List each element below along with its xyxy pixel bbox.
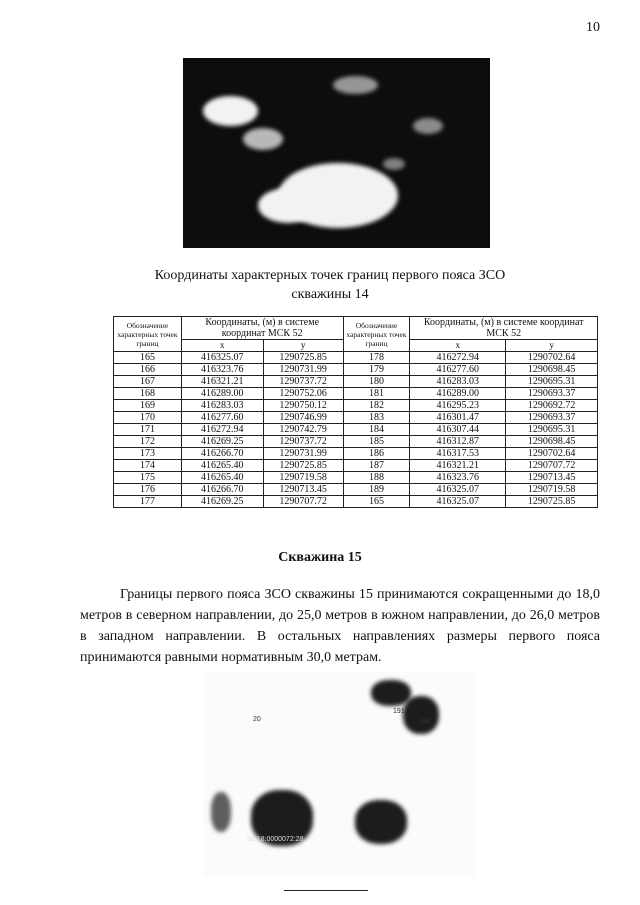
cell-x-left: 416269.25 <box>181 496 263 508</box>
cell-y-left: 1290750.12 <box>263 400 343 412</box>
caption-line-1: Координаты характерных точек границ первого пояса ЗСО <box>154 268 506 283</box>
cell-point-left: 177 <box>114 496 182 508</box>
table-caption <box>80 266 580 304</box>
satellite-photo-well-15 <box>203 672 475 876</box>
cell-point-left: 173 <box>114 448 182 460</box>
cell-y-right: 1290698.45 <box>506 436 598 448</box>
cell-y-right: 1290713.45 <box>506 472 598 484</box>
page-number: 10 <box>586 20 600 35</box>
cell-x-right: 416289.00 <box>410 388 506 400</box>
cell-point-right: 187 <box>343 460 410 472</box>
cell-point-right: 179 <box>343 364 410 376</box>
header-y-right: у <box>506 340 598 352</box>
cell-y-right: 1290719.58 <box>506 484 598 496</box>
cell-point-right: 188 <box>343 472 410 484</box>
cell-x-right: 416321.21 <box>410 460 506 472</box>
table-row <box>114 388 598 400</box>
cell-point-right: 183 <box>343 412 410 424</box>
cell-x-left: 416277.60 <box>181 412 263 424</box>
cell-x-right: 416283.03 <box>410 376 506 388</box>
cell-x-left: 416323.76 <box>181 364 263 376</box>
well-15-description: Границы первого пояса ЗСО скважины 15 принимаются сокращенными до 18,0 метров в северном направлении, до 25,0 метров в южном направлении, до 26,0 метров в западном направлении. В остальных направлениях размеры первого пояса принимаются равными нормативным 30,0 метрам. <box>80 587 600 665</box>
cell-x-left: 416289.00 <box>181 388 263 400</box>
cell-x-right: 416312.87 <box>410 436 506 448</box>
cell-y-right: 1290702.64 <box>506 448 598 460</box>
table-row <box>114 352 598 364</box>
table-row <box>114 460 598 472</box>
map-label-cadastral: 52:18:0000072:28 <box>247 836 304 843</box>
cell-point-left: 167 <box>114 376 182 388</box>
table-row <box>114 484 598 496</box>
cell-y-right: 1290695.31 <box>506 376 598 388</box>
header-coords-left: Координаты, (м) в системе координат МСК 52 <box>181 317 343 340</box>
table-row <box>114 424 598 436</box>
cell-x-right: 416323.76 <box>410 472 506 484</box>
table-row <box>114 496 598 508</box>
cell-x-left: 416321.21 <box>181 376 263 388</box>
header-point-left: Обозначение характерных точек границ <box>114 317 182 352</box>
cell-y-right: 1290692.72 <box>506 400 598 412</box>
header-point-right: Обозначение характерных точек границ <box>343 317 410 352</box>
cell-x-left: 416283.03 <box>181 400 263 412</box>
cell-y-left: 1290719.58 <box>263 472 343 484</box>
satellite-photo-well-14 <box>183 58 490 248</box>
cell-point-right: 182 <box>343 400 410 412</box>
cell-point-left: 170 <box>114 412 182 424</box>
cell-y-right: 1290693.37 <box>506 412 598 424</box>
cell-y-right: 1290693.37 <box>506 388 598 400</box>
cell-x-right: 416325.07 <box>410 484 506 496</box>
cell-x-left: 416272.94 <box>181 424 263 436</box>
cell-x-left: 416266.70 <box>181 448 263 460</box>
table-row <box>114 364 598 376</box>
cell-x-right: 416277.60 <box>410 364 506 376</box>
table-row <box>114 448 598 460</box>
cell-point-left: 172 <box>114 436 182 448</box>
cell-point-right: 180 <box>343 376 410 388</box>
table-row <box>114 472 598 484</box>
table-row <box>114 400 598 412</box>
cell-y-left: 1290731.99 <box>263 364 343 376</box>
cell-point-right: 181 <box>343 388 410 400</box>
cell-y-left: 1290725.85 <box>263 352 343 364</box>
cell-point-right: 178 <box>343 352 410 364</box>
cell-y-right: 1290725.85 <box>506 496 598 508</box>
coordinates-table <box>113 316 598 508</box>
cell-y-right: 1290702.64 <box>506 352 598 364</box>
cell-point-left: 171 <box>114 424 182 436</box>
cell-x-right: 416272.94 <box>410 352 506 364</box>
cell-point-left: 174 <box>114 460 182 472</box>
cell-x-left: 416265.40 <box>181 472 263 484</box>
cell-point-left: 175 <box>114 472 182 484</box>
cell-y-left: 1290737.72 <box>263 436 343 448</box>
cell-y-left: 1290737.72 <box>263 376 343 388</box>
cell-x-right: 416295.23 <box>410 400 506 412</box>
header-y-left: у <box>263 340 343 352</box>
cell-point-left: 176 <box>114 484 182 496</box>
table-row <box>114 412 598 424</box>
cell-y-right: 1290698.45 <box>506 364 598 376</box>
divider-line <box>284 890 368 891</box>
cell-x-right: 416317.53 <box>410 448 506 460</box>
cell-y-right: 1290695.31 <box>506 424 598 436</box>
map-label-191: 191 <box>393 708 405 715</box>
cell-point-right: 185 <box>343 436 410 448</box>
cell-x-right: 416307.44 <box>410 424 506 436</box>
cell-point-right: 165 <box>343 496 410 508</box>
cell-x-left: 416325.07 <box>181 352 263 364</box>
cell-y-left: 1290746.99 <box>263 412 343 424</box>
cell-point-left: 168 <box>114 388 182 400</box>
table-row <box>114 436 598 448</box>
cell-x-left: 416269.25 <box>181 436 263 448</box>
cell-x-left: 416265.40 <box>181 460 263 472</box>
cell-y-right: 1290707.72 <box>506 460 598 472</box>
cell-x-right: 416301.47 <box>410 412 506 424</box>
cell-y-left: 1290752.06 <box>263 388 343 400</box>
cell-y-left: 1290725.85 <box>263 460 343 472</box>
caption-line-2: скважины 14 <box>291 287 369 302</box>
cell-y-left: 1290731.99 <box>263 448 343 460</box>
cell-y-left: 1290742.79 <box>263 424 343 436</box>
cell-x-right: 416325.07 <box>410 496 506 508</box>
cell-x-left: 416266.70 <box>181 484 263 496</box>
map-label-20: 20 <box>253 716 261 723</box>
cell-point-right: 186 <box>343 448 410 460</box>
section-title: Скважина 15 <box>278 550 362 565</box>
table-row <box>114 376 598 388</box>
cell-point-right: 189 <box>343 484 410 496</box>
header-coords-right: Координаты, (м) в системе координат МСК 52 <box>410 317 598 340</box>
cell-y-left: 1290713.45 <box>263 484 343 496</box>
cell-point-left: 169 <box>114 400 182 412</box>
map-label-192: 192 <box>419 718 431 725</box>
cell-point-right: 184 <box>343 424 410 436</box>
header-x-left: х <box>181 340 263 352</box>
cell-y-left: 1290707.72 <box>263 496 343 508</box>
cell-point-left: 165 <box>114 352 182 364</box>
cell-point-left: 166 <box>114 364 182 376</box>
header-x-right: х <box>410 340 506 352</box>
